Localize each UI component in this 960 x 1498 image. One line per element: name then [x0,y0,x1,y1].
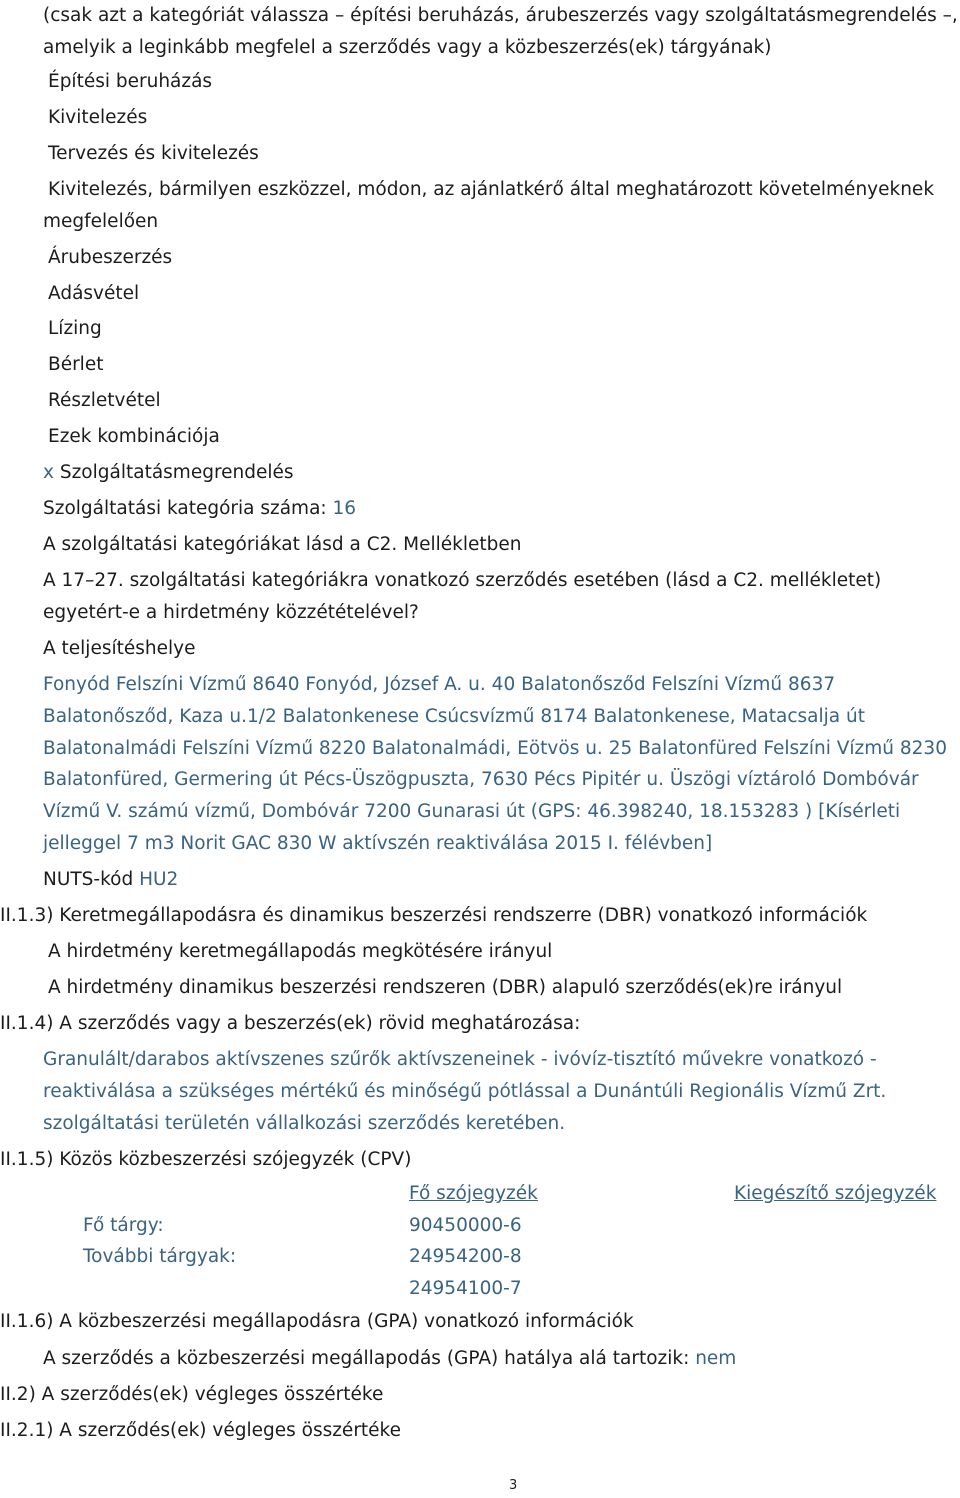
nuts-value: HU2 [139,869,179,890]
intro-line-1: (csak azt a kategóriát válassza – építési beruházás, árubeszerzés vagy szolgáltatásmegrendelés –, [43,5,958,26]
selected-label: Szolgáltatásmegrendelés [59,462,294,483]
option-szolgaltatasmegrendeles [43,461,294,485]
intro-line-2: amelyik a leginkább megfelel a szerződés vagy a közbeszerzés(ek) tárgyának) [43,37,772,58]
section-ii-1-6-title: II.1.6) A közbeszerzési megállapodásra (GPA) vonatkozó információk [0,1311,634,1332]
cpv-additional-code-2: 24954100-7 [409,1278,522,1299]
category-question-line-2: egyetért-e a hirdetmény közzétételével? [43,602,419,623]
option-kivitelezes: Kivitelezés [48,107,148,128]
section-ii-1-3-title: II.1.3) Keretmegállapodásra és dinamikus beszerzési rendszerre (DBR) vonatkozó információk [0,905,868,926]
cpv-main-code: 90450000-6 [409,1215,522,1236]
selected-mark: x [43,462,54,483]
place-line-5: Vízmű V. számú vízmű, Dombóvár 7200 Gunarasi út (GPS: 46.398240, 18.153283 ) [Kísérleti [43,801,901,822]
section-ii-2-1-title: II.2.1) A szerződés(ek) végleges összértéke [0,1420,401,1441]
option-epitesi-beruhazas: Építési beruházás [48,71,213,92]
option-tervezes-es-kivitelezes: Tervezés és kivitelezés [48,143,259,164]
cpv-main-header: Fő szójegyzék [409,1183,538,1204]
nuts-label: NUTS-kód [43,869,140,890]
category-note: A szolgáltatási kategóriákat lásd a C2. Mellékletben [43,534,522,555]
cpv-main-label: Fő tárgy: [83,1215,164,1236]
gpa-statement [43,1347,736,1371]
option-berlet: Bérlet [48,354,104,375]
place-label: A teljesítéshelye [43,638,196,659]
section-ii-1-5-title: II.1.5) Közös közbeszerzési szójegyzék (CPV) [0,1149,412,1170]
service-category [43,497,356,521]
nuts-code [43,868,178,892]
option-lizing: Lízing [48,318,102,339]
section-ii-1-4-title: II.1.4) A szerződés vagy a beszerzés(ek) rövid meghatározása: [0,1013,581,1034]
option-ezek-kombinacioja: Ezek kombinációja [48,426,220,447]
place-line-4: Balatonfüred, Germering út Pécs-Üszögpuszta, 7630 Pécs Pipitér u. Üszögi víztároló Dombóvár [43,769,919,790]
service-category-value: 16 [332,498,357,519]
option-kivitelezes-barmilyen-cont: megfelelően [43,211,159,232]
service-category-label: Szolgáltatási kategória száma: [43,498,333,519]
gpa-question: A szerződés a közbeszerzési megállapodás (GPA) hatálya alá tartozik: [43,1348,696,1369]
section-ii-1-4-line-1: Granulált/darabos aktívszenes szűrők aktívszeneinek - ivóvíz-tisztító művekre vonatkozó - [43,1049,877,1070]
place-line-3: Balatonalmádi Felszíni Vízmű 8220 Balatonalmádi, Eötvös u. 25 Balatonfüred Felszíni Vízmű 8230 [43,738,947,759]
section-ii-2-title: II.2) A szerződés(ek) végleges összértéke [0,1384,384,1405]
option-reszletvetel: Részletvétel [48,390,161,411]
place-line-2: Balatonősződ, Kaza u.1/2 Balatonkenese Csúcsvízmű 8174 Balatonkenese, Matacsalja út [43,706,865,727]
page-number: 3 [509,1478,518,1493]
cpv-additional-label: További tárgyak: [83,1246,237,1267]
section-ii-1-4-line-3: szolgáltatási területén vállalkozási szerződés keretében. [43,1113,566,1134]
section-ii-1-4-line-2: reaktiválása a szükséges mértékű és minőségű pótlással a Dunántúli Regionális Vízmű Zrt. [43,1081,887,1102]
option-arubeszerzes: Árubeszerzés [48,247,173,268]
section-ii-1-3-item-2: A hirdetmény dinamikus beszerzési rendszeren (DBR) alapuló szerződés(ek)re irányul [48,977,843,998]
place-line-6: jelleggel 7 m3 Norit GAC 830 W aktívszén reaktiválása 2015 I. félévben] [43,833,713,854]
place-line-1: Fonyód Felszíni Vízmű 8640 Fonyód, József A. u. 40 Balatonősződ Felszíni Vízmű 8637 [43,674,836,695]
cpv-additional-code-1: 24954200-8 [409,1246,522,1267]
gpa-answer: nem [695,1348,737,1369]
option-kivitelezes-barmilyen: Kivitelezés, bármilyen eszközzel, módon, az ajánlatkérő által meghatározott követelményeknek [48,179,935,200]
category-question-line-1: A 17–27. szolgáltatási kategóriákra vonatkozó szerződés esetében (lásd a C2. mellékletet) [43,570,882,591]
section-ii-1-3-item-1: A hirdetmény keretmegállapodás megkötésére irányul [48,941,553,962]
option-adasvetel: Adásvétel [48,283,140,304]
cpv-extra-header: Kiegészítő szójegyzék [734,1183,937,1204]
